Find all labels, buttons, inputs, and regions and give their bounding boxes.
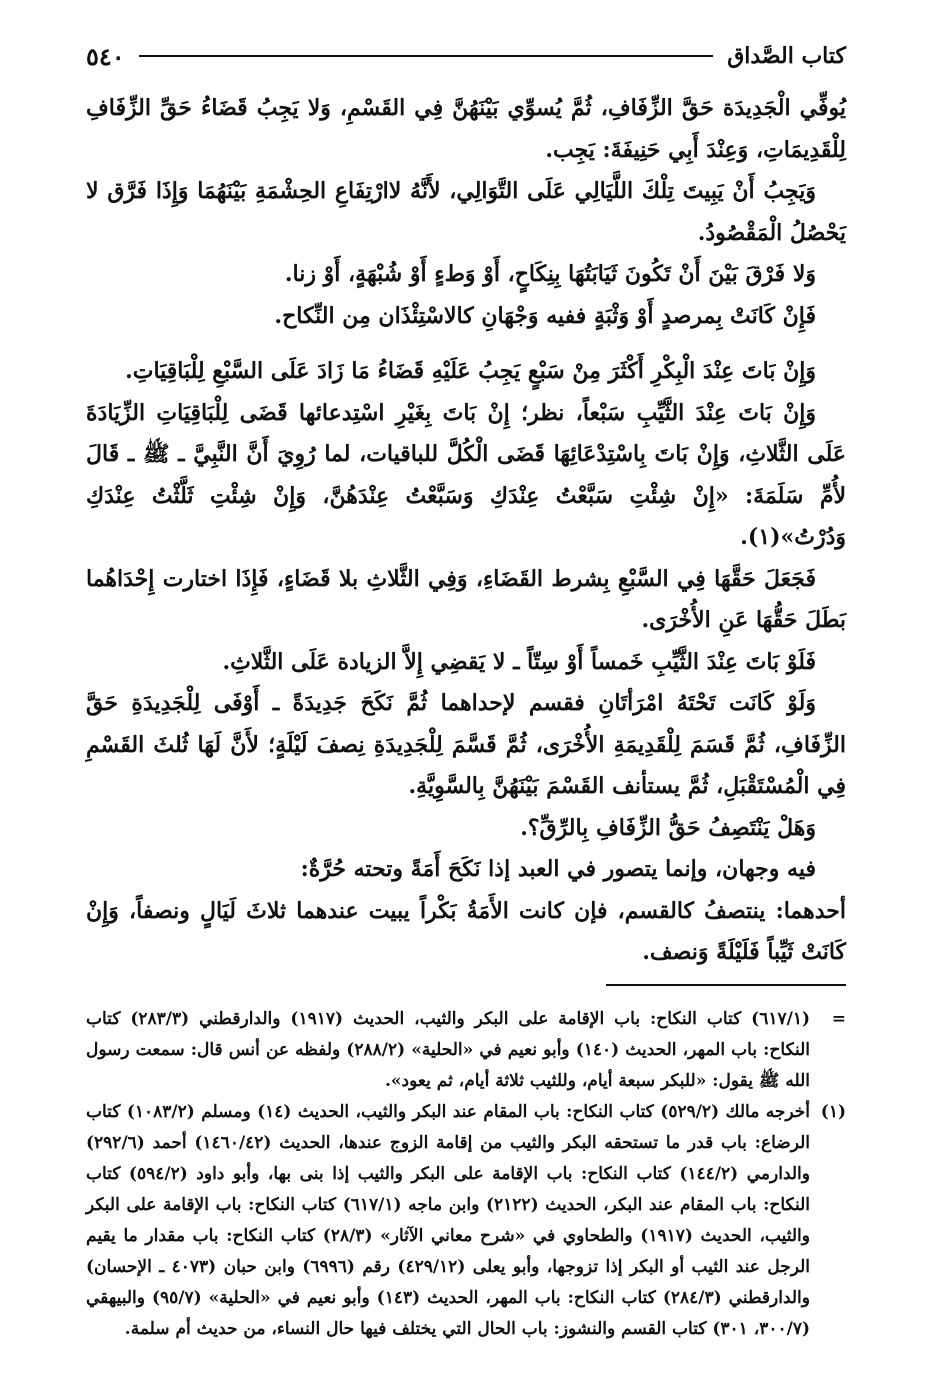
paragraph: فَإِنْ كَانَتْ بِمرصدٍ أَوْ وَثْبَةٍ ففيه وَجْهَانِ كالاسْتِئْذَان مِن النِّكاح. xyxy=(274,302,816,329)
footnote xyxy=(86,1097,846,1345)
main-text xyxy=(86,88,846,974)
footnote-text: أخرجه مالك (٥٢٩/٢) كتاب النكاح: باب المقام عند البكر والثيب، الحديث (١٤) ومسلم (١٠٨٣/٢) كتاب الرضاع: باب قدر ما تستحقه البكر والثيب من إقامة الزوج عندها، الحديث (١٤٦٠/٤٢) أحمد (٢٩٢/٦) والدارمي (١٤٤/٢) كتاب النكاح: باب الإقامة على البكر والثيب إذا بنى بها، وأبو داود (٥٩٤/٢) كتاب النكاح: باب المقام عند البكر، الحديث (٢١٢٢) وابن ماجه (٦١٧/١) كتاب النكاح: باب الإقامة على البكر والثيب، الحديث (١٩١٧) والطحاوي في «شرح معاني الآثار» (٢٨/٣) كتاب النكاح: باب مقدار ما يقيم الرجل عند الثيب أو البكر إذا تزوجها، وأبو يعلى (٤٢٩/١٢) رقم (٦٩٩٦) وابن حبان (٤٠٧٣ ـ الإحسان) والدارقطني (٢٨٤/٣) كتاب النكاح: باب المهر، الحديث (١٤٣) وأبو نعيم في «الحلية» (٩٥/٧) والبيهقي (٣٠٠/٧، ٣٠١) كتاب القسم والنشوز: باب الحال التي يختلف فيها حال النساء، من حديث أم سلمة. xyxy=(86,1101,811,1339)
footnote-mark: (١) xyxy=(820,1101,846,1122)
footnote-separator-wrap xyxy=(86,974,846,994)
footnote-separator xyxy=(606,984,846,994)
paragraph: وَلا فَرْقَ بَيْنَ أَنْ تَكُونَ ثَيَابَتُهَا بِنِكَاحٍ، أَوْ وَطءٍ أَوْ شُبْهَةٍ، أَوْ زنا. xyxy=(284,261,816,287)
paragraph: وَيَجِبُ أَنْ يَبِيتَ تِلْكَ اللَّيَالِي عَلَى التَّوَالِي، لأَنَّهُ لاارْتِفَاعِ الحِشْمَةِ بَيْنَهُمَا وَإِذَا فَرَّق لا يَحْصُلُ الْمَقْصُودُ. xyxy=(86,178,846,246)
footnote-mark: = xyxy=(831,1008,846,1029)
header-rule xyxy=(139,55,714,57)
paragraph: فيه وجهان، وإنما يتصور في العبد إذا نَكَحَ أَمَةً وتحته حُرَّةٌ: xyxy=(300,856,816,882)
footnote xyxy=(86,1004,846,1097)
paragraph: وَإِنْ بَاتَ عِنْدَ الْبِكْرِ أَكْثَرَ مِنْ سَبْعٍ يَجِبُ عَلَيْهِ قَضَاءُ مَا زَادَ عَلَى السَّبْعِ لِلْبَاقِيَاتِ. xyxy=(125,358,816,384)
paragraph: وَإِنْ بَاتَ عِنْدَ الثَّيِّبِ سَبْعاً، نظر؛ إِنْ بَاتَ بِغَيْرِ اسْتِدعائها قَضَى لِلْبَاقِيَاتِ الزِّيَادَةَ عَلَى الثَّلاثِ، وَإِنْ بَاتَ بِاسْتِدْعَائِهَا قَضَى الْكُلَّ للباقيات، لما رُوِيَ أَنَّ النَّبِيَّ ـ ﷺ ـ قَالَ لأُمِّ سَلَمَةَ: «إِنْ شِئْتِ سَبَّعْتُ عِنْدَكِ وَسَبَّعْتُ عِنْدَهُنَّ، وَإِنْ شِئْتِ ثَلَّثْتُ عِنْدَكِ وَدُرْتُ»(١). xyxy=(86,399,846,550)
paragraph: وَلَوْ كَانَت تَحْتَهُ امْرَأتَانِ فقسم لإحداهما ثُمَّ نَكَحَ جَدِيدَةً ـ أَوْفَى لِلْجَدِيدَةِ حَقَّ الزِّفَافِ، ثُمَّ قَسَمَ لِلْقَدِيمَةِ الأُخْرَى، ثُمَّ قَسَّمَ لِلْجَدِيدَةِ نِصفَ لَيْلَةٍ؛ لأَنَّ لَهَا ثُلثَ القَسْمِ فِي الْمُسْتَقْبَلِ، ثُمَّ يستأنف القَسْمَ بَيْنَهُنَّ بِالسَّوِيَّةِ. xyxy=(86,690,846,799)
footnote-text: (٦١٧/١) كتاب النكاح: باب الإقامة على البكر والثيب، الحديث (١٩١٧) والدارقطني (٢٨٣/٣) كتاب النكاح: باب المهر، الحديث (١٤٠) وأبو نعيم في «الحلية» (٢٨٨/٢) ولفظه عن أنس قال: سمعت رسول الله ﷺ يقول: «للبكر سبعة أيام، وللثيب ثلاثة أيام، ثم يعود». xyxy=(86,1008,811,1091)
paragraph: فَلَوْ بَاتَ عِنْدَ الثَّيِّبِ خَمساً أَوْ سِتّاً ـ لا يَقضِي إِلاَّ الزيادة عَلَى الثَّلاثِ. xyxy=(222,648,816,675)
paragraph: وَهَلْ يَنْتَصِفُ حَقُّ الزِّفَافِ بِالرِّقِّ؟. xyxy=(520,814,816,841)
page-number: ٥٤٠ xyxy=(86,41,125,71)
paragraph: أحدهما: ينتصفُ كالقسم، فإن كانت الأَمَةُ بَكْراً يبيت عندهما ثلاثَ لَيَالٍ ونصفاً، وَإِنْ كَانَتْ ثَيِّباً فَلَيْلَةً وَنصف. xyxy=(86,897,846,965)
page-header xyxy=(86,30,846,82)
paragraph: فَجَعَلَ حَقَّهَا فِي السَّبْعِ بِشرط القَضَاءِ، وَفِي الثَّلاثِ بلا قَضَاءٍ، فَإِذَا اختارت إِحْدَاهُما بَطَلَ حَقُّهَا عَنِ الأُخْرَى. xyxy=(86,565,846,633)
footnotes xyxy=(86,1004,846,1345)
book-title: كتاب الصَّداق xyxy=(727,43,846,69)
paragraph: يُوفِّي الْجَدِيدَة حَقَّ الزِّفَافِ، ثُمَّ يُسوِّي بَيْنَهُنَّ فِي القَسْمِ، وَلا يَجِبُ قَضَاءُ حَقِّ الزِّفَافِ لِلْقَدِيمَاتِ، وَعِنْدَ أَبِي حَنِيفَةَ: يَجِب. xyxy=(86,95,846,163)
